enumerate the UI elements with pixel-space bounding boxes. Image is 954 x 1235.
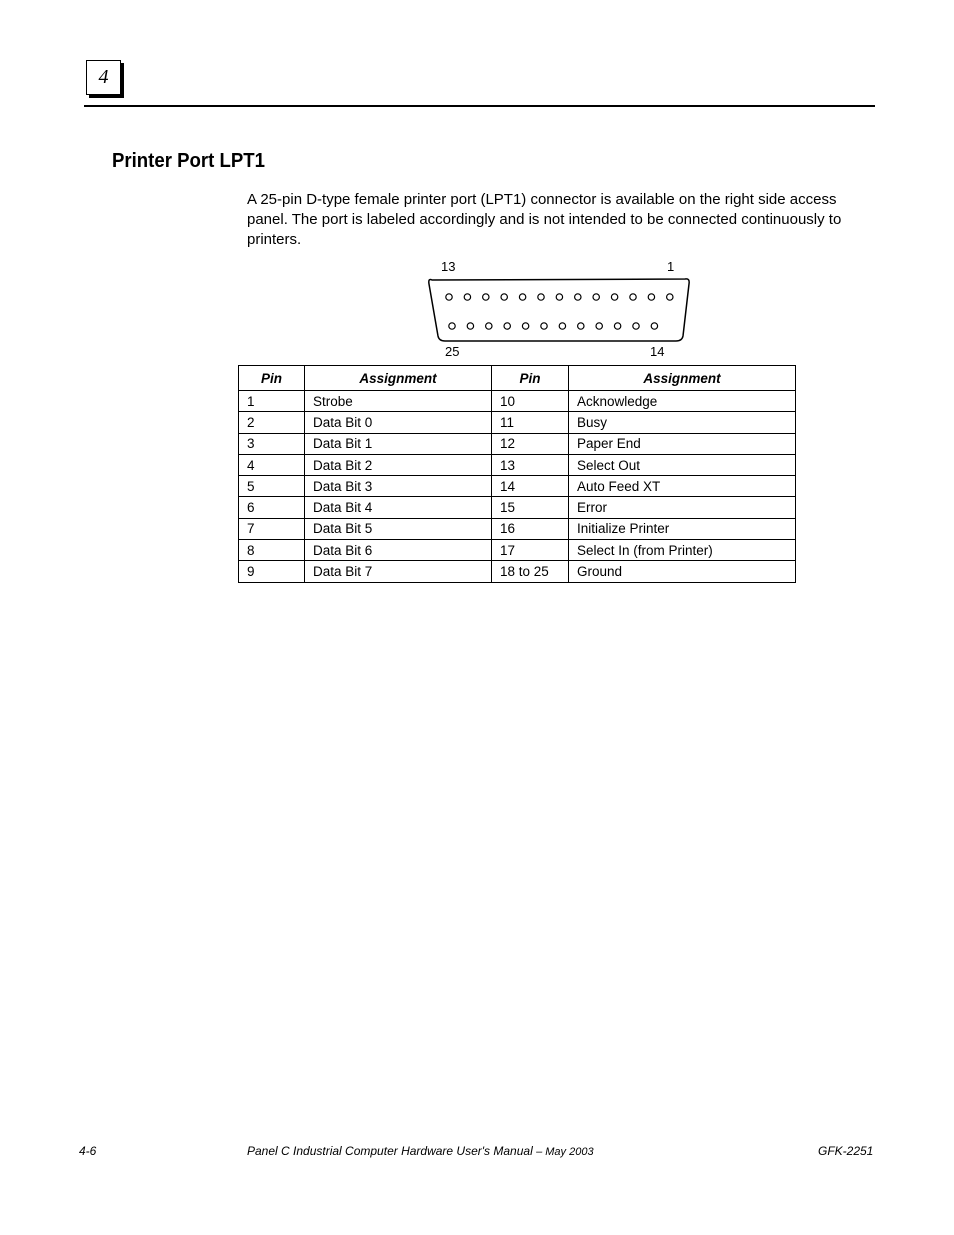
assignment-cell: Data Bit 2 — [305, 454, 492, 475]
pin-hole-bottom-row — [596, 323, 602, 329]
pin-hole-top-row — [556, 294, 562, 300]
pin-cell: 14 — [492, 476, 569, 497]
assignment-cell: Busy — [569, 412, 796, 433]
assignment-cell: Paper End — [569, 433, 796, 454]
pin-hole-bottom-row — [633, 323, 639, 329]
table-row — [239, 433, 796, 454]
pin-label-top-left: 13 — [441, 259, 456, 274]
assignment-cell: Initialize Printer — [569, 518, 796, 539]
pin-cell: 3 — [239, 433, 305, 454]
header-pin: Pin — [492, 366, 569, 391]
pin-hole-bottom-row — [614, 323, 620, 329]
pin-cell: 9 — [239, 561, 305, 582]
pin-hole-bottom-row — [651, 323, 657, 329]
pin-cell: 17 — [492, 540, 569, 561]
assignment-cell: Data Bit 7 — [305, 561, 492, 582]
pin-cell: 4 — [239, 454, 305, 475]
pin-cell: 5 — [239, 476, 305, 497]
pin-cell: 7 — [239, 518, 305, 539]
pin-hole-top-row — [464, 294, 470, 300]
assignment-cell: Auto Feed XT — [569, 476, 796, 497]
footer-manual-title — [247, 1144, 594, 1158]
table-row — [239, 518, 796, 539]
pin-cell: 15 — [492, 497, 569, 518]
pin-hole-bottom-row — [559, 323, 565, 329]
section-title: Printer Port LPT1 — [112, 150, 265, 172]
assignment-cell: Select Out — [569, 454, 796, 475]
pin-cell: 16 — [492, 518, 569, 539]
assignment-cell: Acknowledge — [569, 391, 796, 412]
assignment-cell: Strobe — [305, 391, 492, 412]
assignment-cell: Ground — [569, 561, 796, 582]
pin-cell: 8 — [239, 540, 305, 561]
pin-hole-bottom-row — [467, 323, 473, 329]
pin-hole-top-row — [630, 294, 636, 300]
pin-cell: 11 — [492, 412, 569, 433]
pin-hole-bottom-row — [486, 323, 492, 329]
pin-hole-top-row — [611, 294, 617, 300]
pin-cell: 2 — [239, 412, 305, 433]
pin-hole-top-row — [575, 294, 581, 300]
table-row — [239, 454, 796, 475]
pin-hole-bottom-row — [504, 323, 510, 329]
pin-cell: 13 — [492, 454, 569, 475]
assignment-cell: Data Bit 4 — [305, 497, 492, 518]
table-row — [239, 561, 796, 582]
pin-hole-top-row — [593, 294, 599, 300]
pin-hole-bottom-row — [522, 323, 528, 329]
pin-hole-bottom-row — [449, 323, 455, 329]
pin-cell: 12 — [492, 433, 569, 454]
assignment-cell: Data Bit 0 — [305, 412, 492, 433]
assignment-cell: Select In (from Printer) — [569, 540, 796, 561]
table-row — [239, 497, 796, 518]
table-row — [239, 391, 796, 412]
footer-date: – May 2003 — [536, 1146, 594, 1158]
pin-cell: 1 — [239, 391, 305, 412]
header-assignment: Assignment — [569, 366, 796, 391]
header-pin: Pin — [239, 366, 305, 391]
table-header-row — [239, 366, 796, 391]
footer-title-text: Panel C Industrial Computer Hardware User's Manual — [247, 1144, 533, 1158]
table-row — [239, 540, 796, 561]
db25-connector-diagram — [423, 256, 698, 361]
pin-cell: 18 to 25 — [492, 561, 569, 582]
assignment-cell: Data Bit 6 — [305, 540, 492, 561]
pin-assignment-table — [238, 365, 796, 583]
pin-holes — [446, 294, 673, 329]
assignment-cell: Data Bit 3 — [305, 476, 492, 497]
assignment-cell: Data Bit 5 — [305, 518, 492, 539]
footer-doc-id: GFK-2251 — [818, 1144, 874, 1158]
chapter-number-box — [86, 60, 121, 95]
assignment-cell: Error — [569, 497, 796, 518]
pin-label-bottom-left: 25 — [445, 344, 460, 359]
pin-cell: 6 — [239, 497, 305, 518]
header-rule — [84, 105, 875, 107]
pin-hole-top-row — [648, 294, 654, 300]
pin-hole-top-row — [519, 294, 525, 300]
table-row — [239, 412, 796, 433]
pin-cell: 10 — [492, 391, 569, 412]
pin-hole-top-row — [483, 294, 489, 300]
intro-paragraph: A 25-pin D-type female printer port (LPT1) connector is available on the right side access panel. The port is labeled accordingly and is not intended to be connected continuously to printers. — [247, 191, 842, 248]
pin-hole-bottom-row — [578, 323, 584, 329]
pin-label-top-right: 1 — [667, 259, 675, 274]
pin-label-bottom-right: 14 — [650, 344, 665, 359]
pin-hole-bottom-row — [541, 323, 547, 329]
assignment-cell: Data Bit 1 — [305, 433, 492, 454]
footer-page-number: 4-6 — [79, 1144, 97, 1158]
table-row — [239, 476, 796, 497]
header-assignment: Assignment — [305, 366, 492, 391]
pin-hole-top-row — [501, 294, 507, 300]
chapter-number: 4 — [98, 66, 109, 88]
pin-hole-top-row — [446, 294, 452, 300]
pin-hole-top-row — [538, 294, 544, 300]
pin-hole-top-row — [667, 294, 673, 300]
connector-outline — [429, 279, 689, 341]
